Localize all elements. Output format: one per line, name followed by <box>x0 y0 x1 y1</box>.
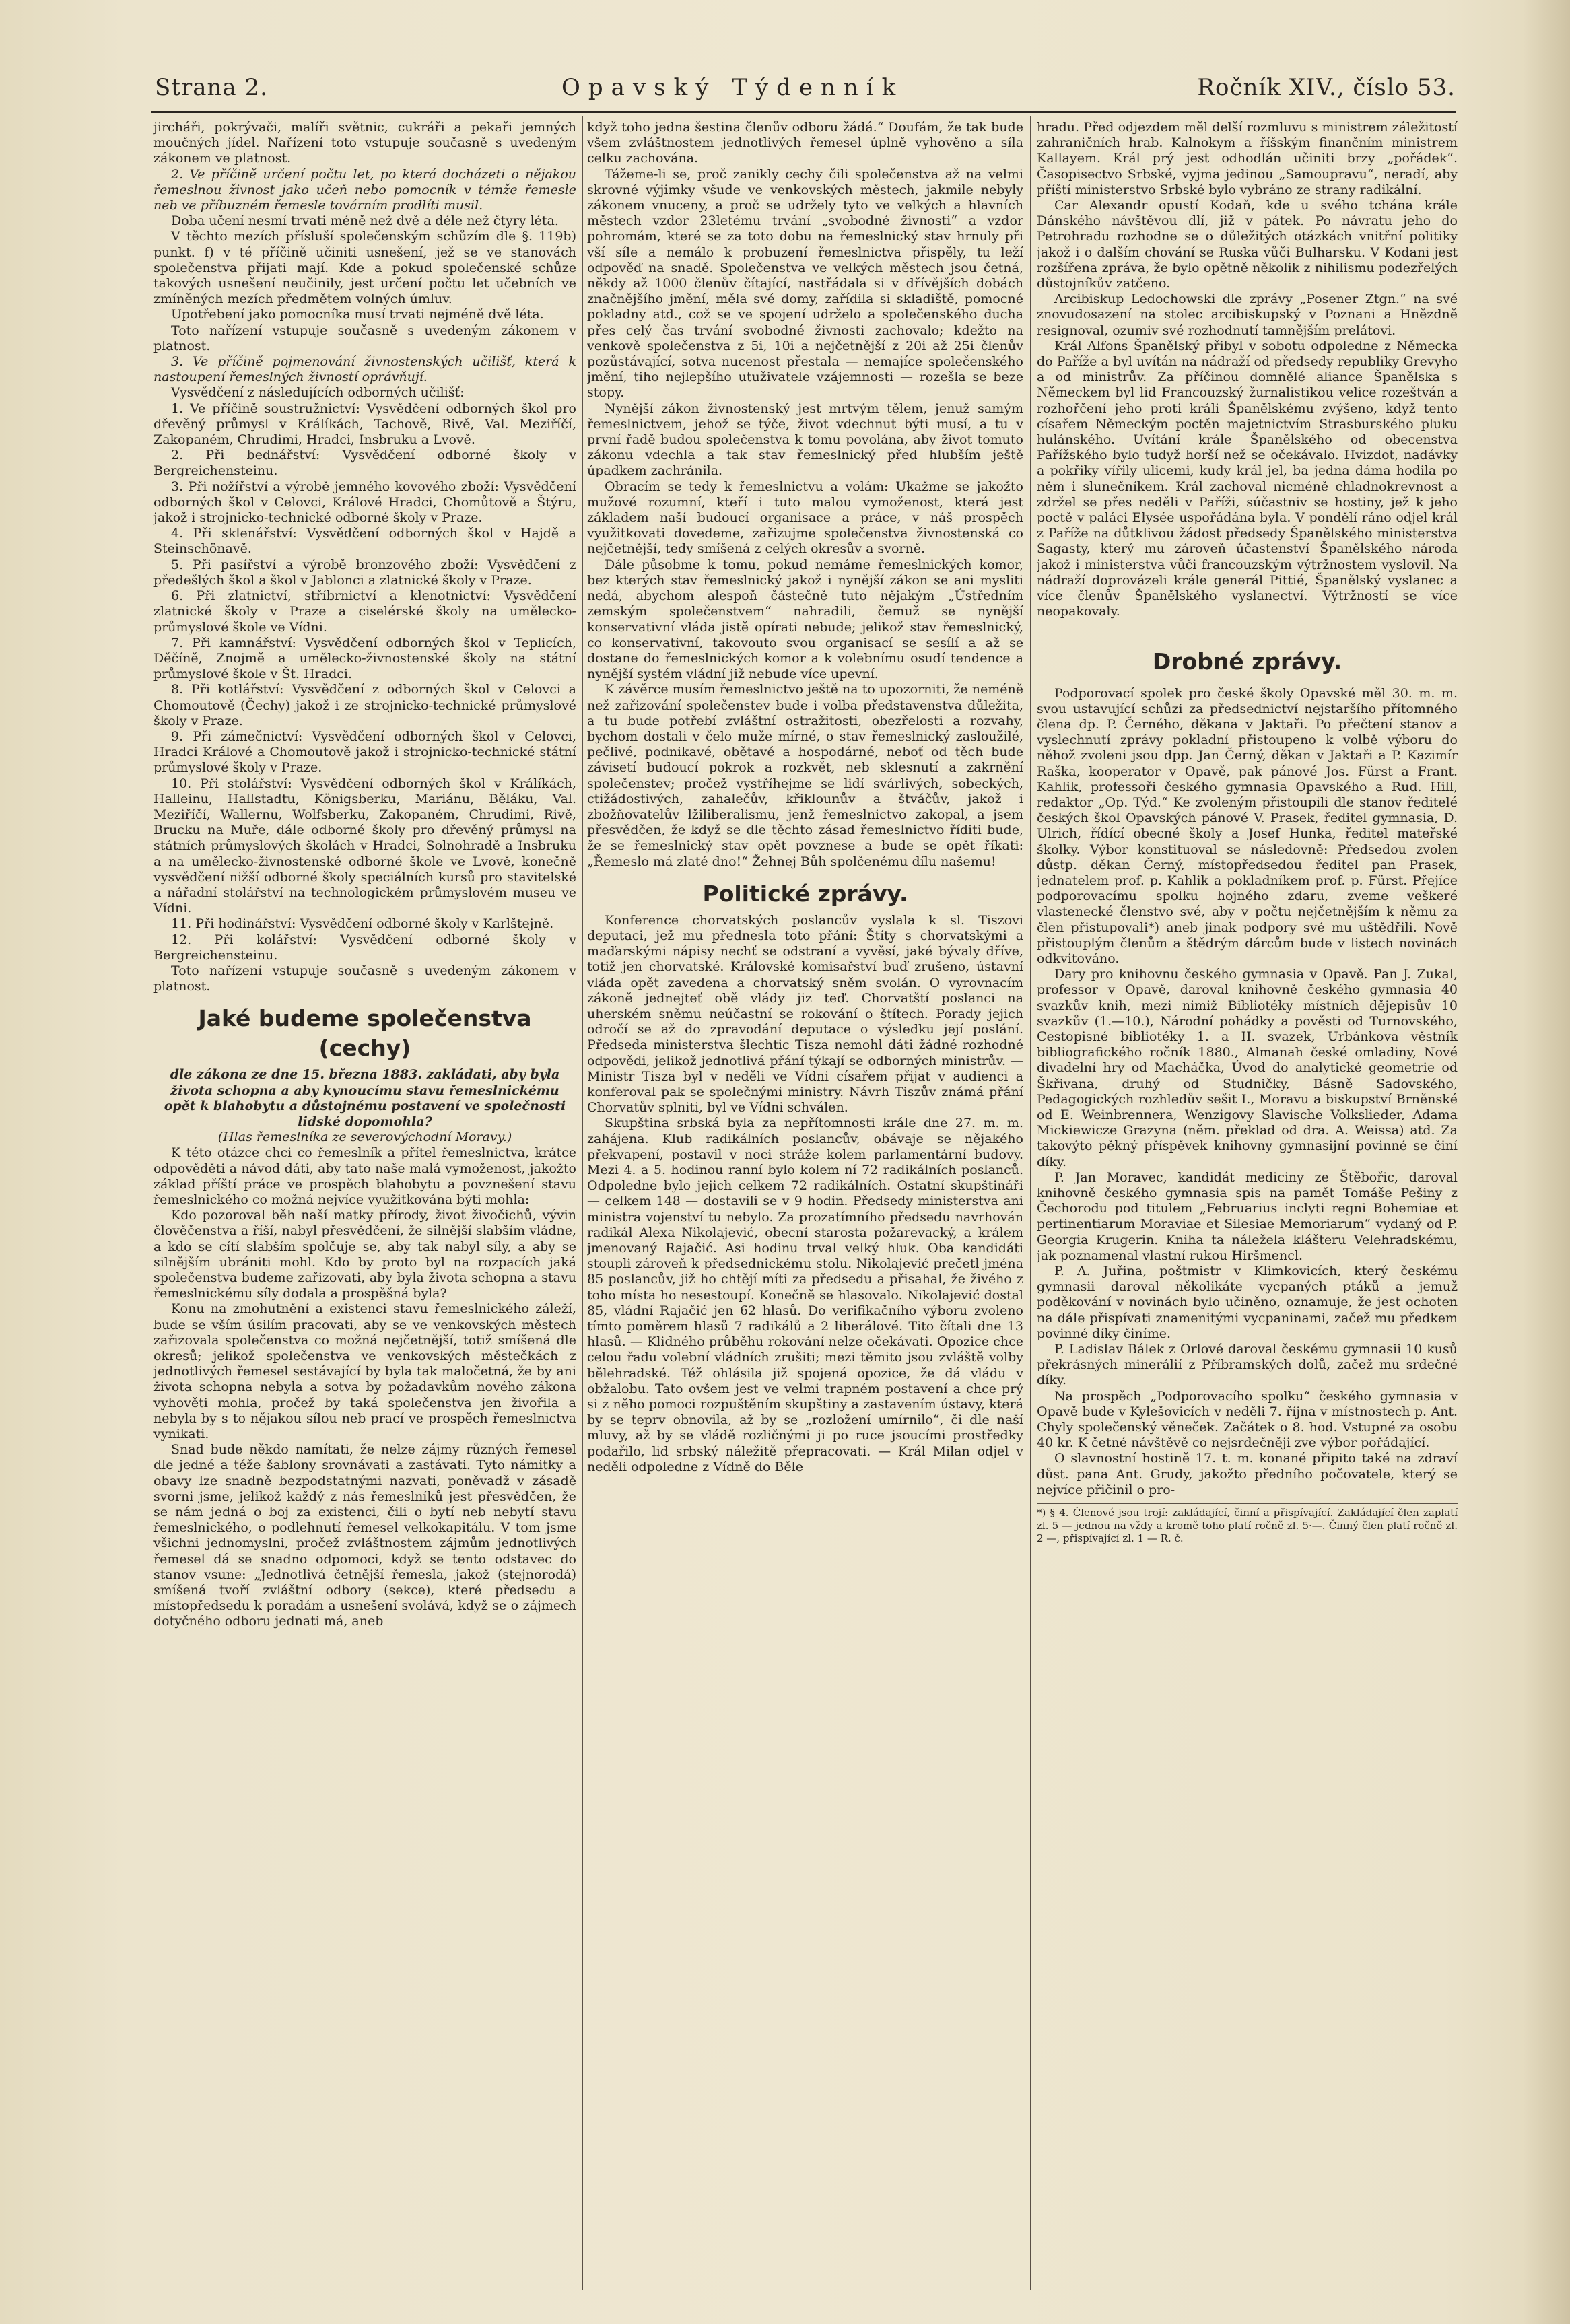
paragraph: O slavnostní hostině 17. t. m. konané připito také na zdraví důst. pana Ant. Grudy, jakožto předního počovatele, který se nejvíce přičinil o pro- <box>1037 1451 1458 1497</box>
paragraph: Nynější zákon živnostenský jest mrtvým tělem, jenuž samým řemeslnictvem, jehož se týče, život vdechnut býti musí, a tu v první řadě budou společenstva k tomu povolána, aby život tomuto zákonu vdechla a tak stav řemeslnický před hlubším ještě úpadkem zachránila. <box>587 401 1023 479</box>
paragraph: Toto nařízení vstupuje současně s uvedeným zákonem v platnost. <box>153 963 576 994</box>
paragraph: Skupština srbská byla za nepřítomnosti krále dne 27. m. m. zahájena. Klub radikálních poslancův, obávaje se nějakého překvapení, postavil v noci stráže kolem parlamentární budovy. Mezi 4. a 5. hodinou ranní bylo kolem ní 72 radikálních poslanců. Odpoledne bylo jejich celkem 72 radikálních. Ostatní skupštináři — celkem 148 — dostavili se v 9 hodin. Předsedy ministerstva ani ministra vojenství tu nebylo. Za prozatímního předsedu navrhován radikál Alexa Nikolajević, obecní starosta požarevacký, a králem jmenovaný Rajačić. Asi hodinu trval velký hluk. Oba kandidáti stoupli zároveň k předsednickému stolu. Nikolajević prečetl jména 85 poslancův, již ho chtějí míti za předsedu a přisahal, že živého z toho místa ho nesestoupí. Konečně se hlasovalo. Nikolajević dostal 85, vládní Rajačić jen 62 hlasů. Do verifikačního výboru zvoleno tímto poměrem hlasů 7 radikálů a 2 liberálové. Tito čítali dne 13 hlasů. — Klidného průběhu rokování nelze očekávati. Opozice chce celou řadu volební vládních zrušiti; mezi těmito jsou zvláště volby bělehradské. Též ohlásila již spojená opozice, že dá vládu v obžalobu. Tato ovšem jest ve velmi trapném postavení a chce prý si z něho pomoci rozpuštěním skupštiny a zastavením ústavy, která by se teprv obnovila, až by se „rozložení umírnilo“, či dle naší mluvy, až by se vládě rozličnými ji po ruce jsoucími prostředky podařilo, lid srbský náležitě přepracovati. — Král Milan odjel v neděli odpoledne z Vídně do Běle <box>587 1116 1023 1474</box>
paragraph: 9. Při zámečnictví: Vysvědčení odborných škol v Celovci, Hradci Králové a Chomoutově jakož i strojnicko-technické státní průmyslové školy v Praze. <box>153 728 576 776</box>
paragraph: P. A. Juřina, poštmistr v Klimkovicích, který českému gymnasii daroval několikáte vycpaných ptáků a jemuž poděkování v novinách bylo učiněno, oznamuje, že jest ochoten na dále přispívati znamenitými vycpaninami, začež mu předkem povinné díky činíme. <box>1037 1264 1458 1341</box>
header-rule <box>151 111 1456 113</box>
paragraph: Obracím se tedy k řemeslnictvu a volám: Ukažme se jakožto mužové rozumní, kteří i tuto malou vymoženost, která jest základem naší budoucí organisace a práce, v náš prospěch využitkovati dovedeme, zařizujme společenstva živnostenská co nejčetnější, tedy smíšená z celých okresův a svorně. <box>587 479 1023 557</box>
paragraph: P. Ladislav Bálek z Orlové daroval českému gymnasii 10 kusů překrásných minerálií z Příbramských dolů, začež mu srdečné díky. <box>1037 1342 1458 1388</box>
footnote: *) § 4. Členové jsou trojí: zakládající, činní a přispívající. Zakládající člen zaplatí zl. 5 — jednou na vždy a kromě toho platí ročně zl. 5·—. Činný člen platí ročně zl. 2 —, přispívající zl. 1 — R. č. <box>1037 1503 1458 1545</box>
paragraph: K závěrce musím řemeslnictvo ještě na to upozorniti, že neméně než zařizování společenstev bude i volba představenstva důležita, a tu bude potřebí zvláštní ostražitosti, obezřelosti a rozvahy, bychom dostali v čelo muže mírné, o stav řemeslnický zasloužilé, pečlivé, podnikavé, obětavé a hospodárné, neboť od těch bude závisetí budoucí pokrok a rozkvět, neb sklesnutí a zakrnění společenstev; pročež vystříhejme se lidí svárlivých, sobeckých, ctižádostivých, zahalečův, křiklounův a štváčův, jakož i zbožňovatelův lžiliberalismu, jenž řemeslnictvo zakopal, a jsem přesvědčen, že když se dle těchto zásad řemeslnictvo říditi bude, že se řemeslnický stav opět povznese a bude se opět říkati: „Řemeslo má zlaté dno!“ Žehnej Bůh spolčenému dílu našemu! <box>587 682 1023 869</box>
paragraph: Upotřebení jako pomocníka musí trvati nejméně dvě léta. <box>171 307 544 322</box>
paragraph: Car Alexandr opustí Kodaň, kde u svého tchána krále Dánského návštěvou dlí, již v pátek. Po návratu jeho do Petrohradu rozhodne se o důležitých otázkách vnitřní politiky jakož i o dalším chování se Ruska vůči Bulharsku. V Kodani jest rozšířena zpráva, že bylo opětně několik z nihilismu podezřelých důstojníkův zatčeno. <box>1037 198 1458 292</box>
paragraph: Toto nařízení vstupuje současně s uvedeným zákonem v platnost. <box>153 322 576 353</box>
column-divider <box>582 116 583 2290</box>
paragraph: jircháři, pokrývači, malíři světnic, cukráři a pekaři jemných moučných jídel. Nařízení toto vstupuje současně s uvedeným zákonem ve platnost. <box>153 120 576 166</box>
column-3 <box>1037 120 1458 2284</box>
masthead-title: Opavský Týdenník <box>561 74 904 101</box>
paragraph: 2. Ve příčině určení počtu let, po která docházeti o nějakou řemeslnou živnost jako učeň nebo pomocník v témže řemesle neb ve příbuzném řemesle továrním prodlíti musil. <box>153 166 576 213</box>
paragraph: 6. Při zlatnictví, stříbrnictví a klenotnictví: Vysvědčení zlatnické školy v Praze a ciselérské školy na umělecko-průmyslové škole ve Vídni. <box>153 588 576 635</box>
paragraph: hradu. Před odjezdem měl delší rozmluvu s ministrem záležitostí zahraničních hrab. Kalnokym a říšským finančním ministrem Kallayem. Král prý jest odhodlán učiniti brzy „pořádek“. Časopisectvo Srbské, vyjma jedinou „Samoupravu“, neradí, aby příští ministerstvo Srbské bylo vybráno ze strany radikální. <box>1037 120 1458 197</box>
paragraph: 11. Při hodinářství: Vysvědčení odborné školy v Karlštejně. <box>171 916 554 932</box>
paragraph: 10. Při stolářství: Vysvědčení odborných škol v Králíkách, Halleinu, Hallstadtu, Königsberku, Mariánu, Běláku, Val. Meziříčí, Wallernu, Wolfsberku, Zakopaném, Chrudimi, Rivě, Brucku na Muře, dále odborné školy pro dřevěný průmysl na státních průmyslových školách v Hradci, Solnohradě a Insbruku a na umělecko-živnostenské odborné škole ve Lvově, konečně vysvědčení nižší odborné školy speciálních kursů pro stavitelské a nářadní stolářství na technologickém průmyslovém museu ve Vídni. <box>153 776 576 916</box>
paragraph: Tážeme-li se, proč zanikly cechy čili společenstva až na velmi skrovné výjimky všude ve venkovských městech, jakmile nebyly zákonem vnuceny, a proč se udržely tyto ve velkých a hlavních městech vzdor 23letému trvání „svobodné živnosti“ a vzdor pohromám, které se za toto dobu na řemeslnický stav hrnuly při vší síle a nemálo k probuzení řemeslnictva přispěly, tu leží odpověď na snadě. Společenstva ve velkých městech jsou četná, někdy až 1000 členův čítající, nastřádala si v dřívějších dobách značnějšího jmění, měla své domy, zařídila si skladiště, pomocné pokladny atd., což se ve spojení udrželo a společenského ducha přes celý čas trvání svobodné živnosti zachovalo; kdežto na venkově společenstva z 5i, 10i a nejčetnější z 20i až 25i členův pozůstávající, sotva nucenost přestala — nemajíce společenského jmění, tiho nejlepšího utuživatele vzájemnosti — rozešla se beze stopy. <box>587 166 1023 401</box>
paragraph: když toho jedna šestina členův odboru žádá.“ Doufám, že tak bude všem zvláštnostem jednotlivých řemesel úplně vyhověno a síla celku zachována. <box>587 120 1023 166</box>
paragraph: K této otázce chci co řemeslník a přítel řemeslnictva, krátce odpověděti a návod dáti, aby tato naše malá vymoženost, jakožto základ příští práce ve prospěch blahobytu a povznešení stavu řemeslnického co možná nejvíce využitkována býti mohla: <box>153 1145 576 1207</box>
issue-number: Ročník XIV., číslo 53. <box>1197 74 1456 101</box>
paragraph: Vysvědčení z následujících odborných učilišť: <box>171 385 465 401</box>
paragraph: Kdo pozoroval běh naší matky přírody, život živočichů, vývin člověčenstva a říší, nabyl přesvědčení, že silnější slabším vládne, a kdo se cítí slabším spolčuje se, aby tak nabyl síly, a aby se silnějším ubrániti mohl. Kdo by proto byl na rozpacích jaká společenstva budeme zařizovati, aby byla života schopna a stavu řemeslnickému síly dodala a prospěšná byla? <box>153 1208 576 1301</box>
column-2 <box>587 120 1023 2284</box>
article-byline: (Hlas řemeslníka ze severovýchodní Moravy.) <box>217 1130 512 1145</box>
paragraph: Dary pro knihovnu českého gymnasia v Opavě. Pan J. Zukal, professor v Opavě, daroval knihovně českého gymnasia 40 svazkův knih, mezi nimiž Bibliotéky místních dějepisův 10 svazkův (1.—10.), Národní pohádky a pověsti od Turnovského, Cestopisné bibliotéky 1. a II. svazek, Urbánkova věstník bibliografického ročník 1880., Almanah české omladiny, Nové divadelní hry od Macháčka, Úvod do analytické geometrie od Škřivana, druhý od Studničky, Básně Sadovského, Pedagogických rozhledův sešit I., Moravu a biskupství Brněnské od E. Weinbrennera, Wenzigovy Slavische Volkslieder, Adama Mickiewicze Grazyna (něm. překlad od dra. A. Weissa) atd. Za takovýto pěkný příspěvek knihovny gymnasijní povinné se činí díky. <box>1037 967 1458 1169</box>
paragraph: 3. Ve příčině pojmenování živnostenských učilišť, která k nastoupení řemeslných živností oprávňují. <box>153 354 576 385</box>
paragraph: 5. Při pasířství a výrobě bronzového zboží: Vysvědčení z předešlých škol a škol v Jablonci a zlatnické školy v Praze. <box>153 557 576 588</box>
paragraph: 12. Při kolářství: Vysvědčení odborné školy v Bergreichensteinu. <box>153 932 576 963</box>
paragraph: P. Jan Moravec, kandidát mediciny ze Štěbořic, daroval knihovně českého gymnasia spis na pamět Tomáše Pešiny z Čechorodu pod titulem „Februarius inclyti regni Bohemiae et pertinentiarum Moraviae et Silesiae Memoriarum“ vydaný od P. Georgia Krugerin. Kniha ta náležela klášteru Velehradskému, jak poznamenal vlastní rukou Hiršmencl. <box>1037 1169 1458 1263</box>
paragraph: 8. Při kotlářství: Vysvědčení z odborných škol v Celovci a Chomoutově (Čechy) jakož i ze strojnicko-technické průmyslové školy v Praze. <box>153 682 576 728</box>
article-heading: Jaké budeme společenstva (cechy) <box>198 1005 532 1062</box>
paragraph: V těchto mezích přísluší společenským schůzím dle §. 119b) punkt. f) v té příčině učiniti usnešení, jež se ve stanovách společenstva přijati mají. Kde a pokud společenské schůze takových usnešení neučinily, jest určení počtu let učebních ve zmíněných mezích předmětem volných úmluv. <box>153 229 576 307</box>
section-heading: Drobné zprávy. <box>1152 648 1342 675</box>
paragraph: 3. Při nožířství a výrobě jemného kovového zboží: Vysvědčení odborných škol v Celovci, Králové Hradci, Chomůtově a Štýru, jakož i strojnicko-technické odborné školy v Praze. <box>153 479 576 526</box>
paragraph: 2. Při bednářství: Vysvědčení odborné školy v Bergreichensteinu. <box>153 448 576 479</box>
paragraph: Arcibiskup Ledochowski dle zprávy „Posener Ztgn.“ na své znovudosazení na stolec arcibiskupský v Poznani a Hnězdně resignoval, ozumiv své rozhodnutí tamnějším prelátovi. <box>1037 292 1458 338</box>
paragraph: 1. Ve příčině soustružnictví: Vysvědčení odborných škol pro dřevěný průmysl v Králíkách, Tachově, Rivě, Val. Meziříčí, Zakopaném, Chrudimi, Hradci, Insbruku a Lvově. <box>153 401 576 448</box>
article-subheading: dle zákona ze dne 15. března 1883. zakládati, aby byla života schopna a aby kynoucímu stavu řemeslnickému opět k blahobytu a důstojnému postavení ve společnosti lidské dopomohla? <box>164 1067 566 1129</box>
paragraph: 7. Při kamnářství: Vysvědčení odborných škol v Teplicích, Děčíně, Znojmě a umělecko-živnostenské školy na státní průmyslové škole v Št. Hradci. <box>153 635 576 682</box>
paragraph: Král Alfons Španělský přibyl v sobotu odpoledne z Německa do Paříže a byl uvítán na nádraží od předsedy republiky Grevyho a od ministrův. Za příčinou domnělé aliance Španělska s Německem byl lid Francouzský žurnalistikou velice rozeštván a rozhořčení jeho proti králi Španělskému zvýšeno, když tento císařem Německým poctěn majetnictvím Strasburského pluku hulánského. Uvítání krále Španělského od obecenstva Pařížského bylo tudyž horší než se očekávalo. Hvizdot, nadávky a pokřiky vířily ulicemi, kudy král jel, ba jedna dáma hodila po něm i slunečníkem. Král zachoval nicméně chladnokrevnost a zdržel se přes neděli v Paříži, súčastniv se hostiny, jež k jeho poctě v paláci Elysée uspořádána byla. V pondělí ráno odjel král z Paříže na důtklivou žádost předsedy Španělského ministerstva Sagasty, který mu zároveň účastenství Španělského národa jakož i ministerstva vůči francouzským výtržnostem vyslovil. Na nádraží doprovázeli krále generál Pittié, Španělský vyslanec a více členův Španělského vyslanectví. Výtržností se více neopakovaly. <box>1037 338 1458 619</box>
paragraph: Podporovací spolek pro české školy Opavské měl 30. m. m. svou ustavující schůzi za předsednictví nejstaršího přítomného člena dp. P. Černého, děkana v Jaktaři. Po přečtení stanov a vyslechnutí zprávy pokladní přistoupeno k volbě výboru do něhož zvoleni jsou dpp. Jan Černý, děkan v Jaktaři a P. Kazimír Raška, kooperator v Opavě, pak pánové Jos. Fürst a Frant. Kahlik, professoři českého gymnasia Opavského a Rud. Hill, redaktor „Op. Týd.“ Ke zvoleným přistoupili dle stanov ředitelé českých škol Opavských pánové V. Prasek, ředitel gymnasia, D. Ulrich, řídící obecné školy a Josef Hunka, ředitel mateřské školky. Výbor konstituoval se následovně: Předsedou zvolen důstp. děkan Černý, místopředsedou ředitel pan Prasek, jednatelem prof. p. Kahlik a pokladníkem prof. p. Fürst. Přejíce podporovacímu spolku hojného zdaru, zveme veškeré vlastenecké členstvo své, aby v počtu nejčetnějším k němu za člen přistupovali*) aneb jinak podpory své mu uštědřili. Nově přistouplým členům a štědrým dárcům bude v listech novinách odkvitováno. <box>1037 685 1458 966</box>
column-1 <box>153 120 576 2284</box>
section-heading: Politické zprávy. <box>702 880 908 907</box>
paragraph: Snad bude někdo namítati, že nelze zájmy různých řemesel dle jedné a téže šablony srovnávati a zastávati. Tyto námitky a obavy lze snadně bezpodstatnými nazvati, poněvadž v zásadě svorni jsme, jelikož každý z nás řemeslníků jest přesvědčen, že se nám jedná o boj za existenci, čili o bytí neb nebytí stavu řemeslnického, o podlehnutí řemesel velkokapitálu. V tom jsme všichni jednomyslni, pročež zvláštnostem zájmům jednotlivých řemesel dá se snadno odpomoci, když se tento odstavec do stanov vsune: „Jednotlivá četnější řemesla, jakož (stejnorodá) smíšená tvoří zvláštní odbory (sekce), které předsedu a místopředsedu k poradám a usnešení svolává, když se o zájmech dotyčného odboru jednati má, aneb <box>153 1442 576 1629</box>
paragraph: Konference chorvatských poslancův vyslala k sl. Tiszovi deputaci, jež mu přednesla toto přání: Štíty s chorvatskými a maďarskými nápisy nechť se odstraní a vyvěsí, jaké bývaly dříve, totiž jen chorvatské. Královské komisařství buď zrušeno, ústavní vláda opět zavedena a chorvatský sněm svolán. O vyrovnacím zákoně jednejteť obě vlády jiz teď. Chorvatští poslanci na uherském sněmu neúčastní se rokování o štítech. Porady jejich odročí se až do zpravodání deputace o výsledku její poslání. Předseda ministerstva šlechtic Tisza nemohl dáti žádné rozhodné odpovědi, jelikož jednotlivá přání týkají se odborných ministrův. — Ministr Tisza byl v neděli ve Vídni císařem přijat v audienci a konferoval pak se společnými ministry. Návrh Tiszův známá přání Chorvatův splniti, byl ve Vídni schválen. <box>587 912 1023 1116</box>
column-divider <box>1030 116 1031 2290</box>
paragraph: Dále působme k tomu, pokud nemáme řemeslnických komor, bez kterých stav řemeslnický jakož i nynější zákon se ani mysliti nedá, abychom alespoň částečně tuto nějakým „Ústředním zemským společenstvem“ nahradili, čemuž se nynější konservativní vláda jistě opírati nebude; jelikož stav řemeslnický, co konservativní, takovouto svou organisací se sesílí a až se dostane do řemeslnických komor a k volebnímu osudí tendence a nynější systém vládní již nebude více upevní. <box>587 557 1023 682</box>
paragraph: Doba učení nesmí trvati méně než dvě a déle než čtyry léta. <box>171 213 559 229</box>
paragraph: Konu na zmohutnění a existenci stavu řemeslnického záleží, bude se vším úsilím pracovati, aby se ve venkovských městech zařizovala společenstva co možná nejčetnější, totiž smíšená dle okresů; jelikož společenstva ve venkovských městečkách z jednotlivých řemesel sestávající by byla tak maločetná, že by ani života schopna nebyla a sotva by požadavkům nového zákona vyhověti mohla, pročež by taká společenstva jen živořila a nebyla by s to nějakou sílou neb prací ve prospěch řemeslnictva vynikati. <box>153 1301 576 1442</box>
page-number: Strana 2. <box>155 74 268 101</box>
paragraph: Na prospěch „Podporovacího spolku“ českého gymnasia v Opavě bude v Kylešovicích v neděli 7. října v místnostech p. Ant. Chyly společenský věneček. Začátek o 8. hod. Vstupné za osobu 40 kr. K četné návštěvě co nejsrdečněji zve výbor pořádající. <box>1037 1388 1458 1451</box>
paragraph: 4. Při sklenářství: Vysvědčení odborných škol v Hajdě a Steinschönavě. <box>153 526 576 557</box>
paper-edge-shadow <box>1523 0 1570 2324</box>
page-header <box>155 67 1456 108</box>
